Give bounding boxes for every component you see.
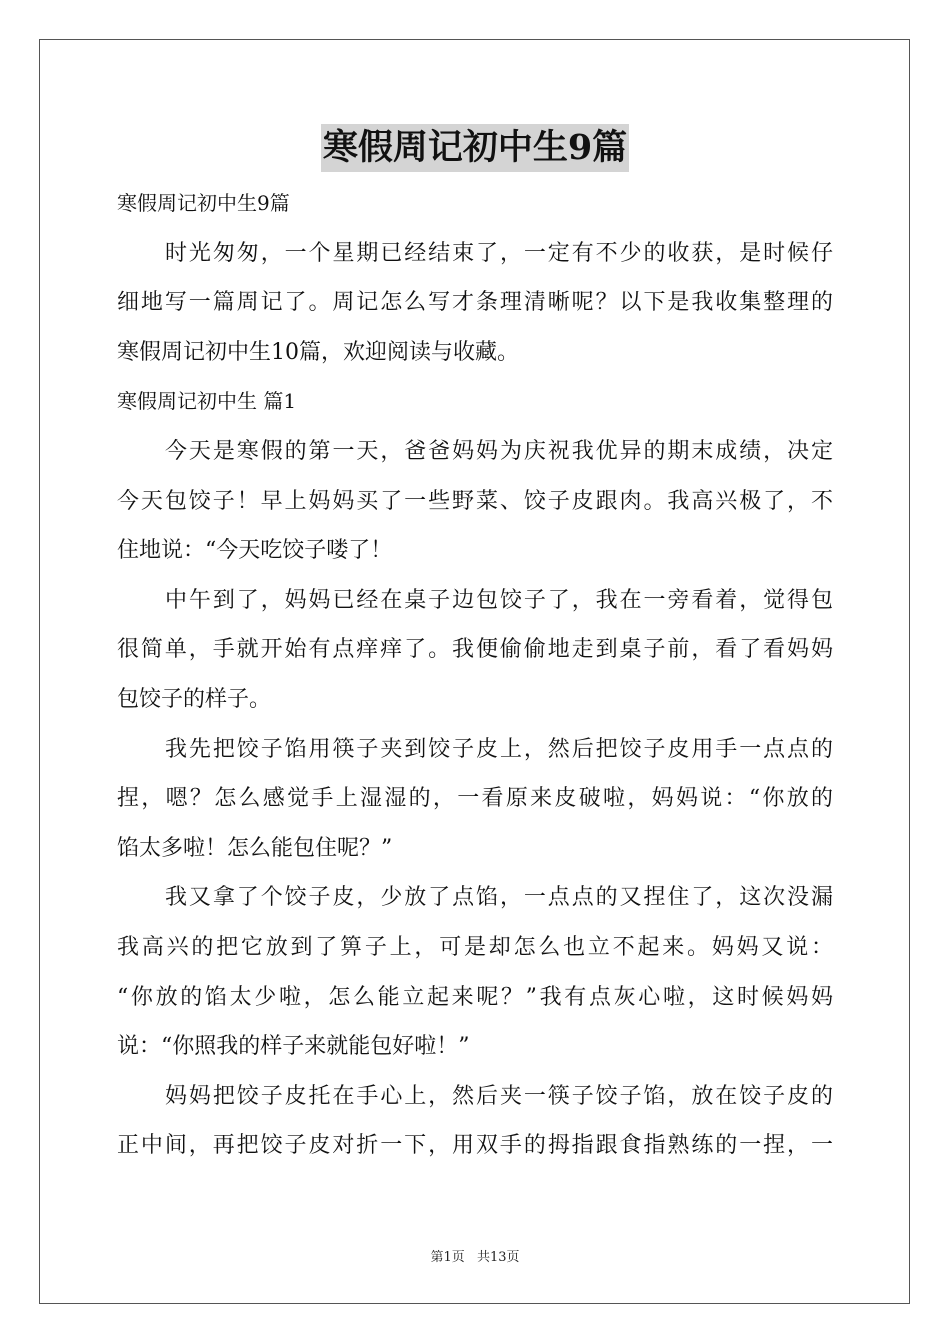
text-line (117, 427, 833, 477)
line-text: 我又拿了个饺子皮，少放了点馅，一点点的又捏住了，这次没漏 (165, 885, 833, 911)
text-line (117, 625, 833, 675)
text-line (117, 278, 833, 328)
total-pages: 共13页 (476, 1250, 520, 1265)
line-text: 说：“你照我的样子来就能包好啦！” (117, 1034, 470, 1060)
line-text: 包饺子的样子。 (117, 686, 272, 712)
line-text: 正中间，再把饺子皮对折一下，用双手的拇指跟食指熟练的一捏，一 (117, 1133, 833, 1159)
line-text: 今天包饺子！早上妈妈买了一些野菜、饺子皮跟肉。我高兴极了，不 (117, 488, 833, 514)
line-text: “你放的馅太少啦，怎么能立起来呢？”我有点灰心啦，这时候妈妈 (117, 984, 833, 1010)
line-text: 馅太多啦！怎么能包住呢？” (117, 835, 393, 861)
text-line (117, 675, 833, 725)
text-line (117, 973, 833, 1023)
line-text: 中午到了，妈妈已经在桌子边包饺子了，我在一旁看着，觉得包 (165, 587, 833, 613)
title-container (0, 124, 950, 172)
line-text: 住地说：“今天吃饺子喽了！ (117, 538, 393, 564)
text-line (117, 477, 833, 527)
line-text: 今天是寒假的第一天，爸爸妈妈为庆祝我优异的期末成绩，决定 (165, 438, 833, 464)
text-line (117, 1022, 833, 1072)
text-line (117, 725, 833, 775)
line-text: 寒假周记初中生 篇1 (117, 389, 297, 414)
text-line (117, 1072, 833, 1122)
text-line (117, 328, 833, 378)
text-line (117, 824, 833, 874)
section-heading (117, 377, 833, 427)
line-text: 寒假周记初中生9篇 (117, 191, 290, 215)
text-line (117, 229, 833, 279)
page-footer (0, 1246, 950, 1265)
section-heading (117, 179, 833, 229)
line-text: 寒假周记初中生10篇，欢迎阅读与收藏。 (117, 339, 519, 365)
line-text: 捏，嗯？怎么感觉手上湿湿的，一看原来皮破啦，妈妈说：“你放的 (117, 786, 833, 812)
line-text: 我高兴的把它放到了箅子上，可是却怎么也立不起来。妈妈又说： (117, 934, 833, 960)
line-text: 妈妈把饺子皮托在手心上，然后夹一筷子饺子馅，放在饺子皮的 (165, 1083, 833, 1109)
text-line (117, 576, 833, 626)
page-number: 第1页 (430, 1250, 465, 1265)
line-text: 时光匆匆，一个星期已经结束了，一定有不少的收获，是时候仔 (165, 240, 833, 266)
text-line (117, 526, 833, 576)
text-line (117, 923, 833, 973)
line-text: 细地写一篇周记了。周记怎么写才条理清晰呢？以下是我收集整理的 (117, 290, 833, 316)
line-text: 很简单，手就开始有点痒痒了。我便偷偷地走到桌子前，看了看妈妈 (117, 637, 833, 663)
text-line (117, 774, 833, 824)
text-line (117, 873, 833, 923)
document-body (117, 179, 833, 1171)
text-line (117, 1121, 833, 1171)
line-text: 我先把饺子馅用筷子夹到饺子皮上，然后把饺子皮用手一点点的 (165, 736, 833, 762)
document-title: 寒假周记初中生9篇 (321, 124, 629, 172)
